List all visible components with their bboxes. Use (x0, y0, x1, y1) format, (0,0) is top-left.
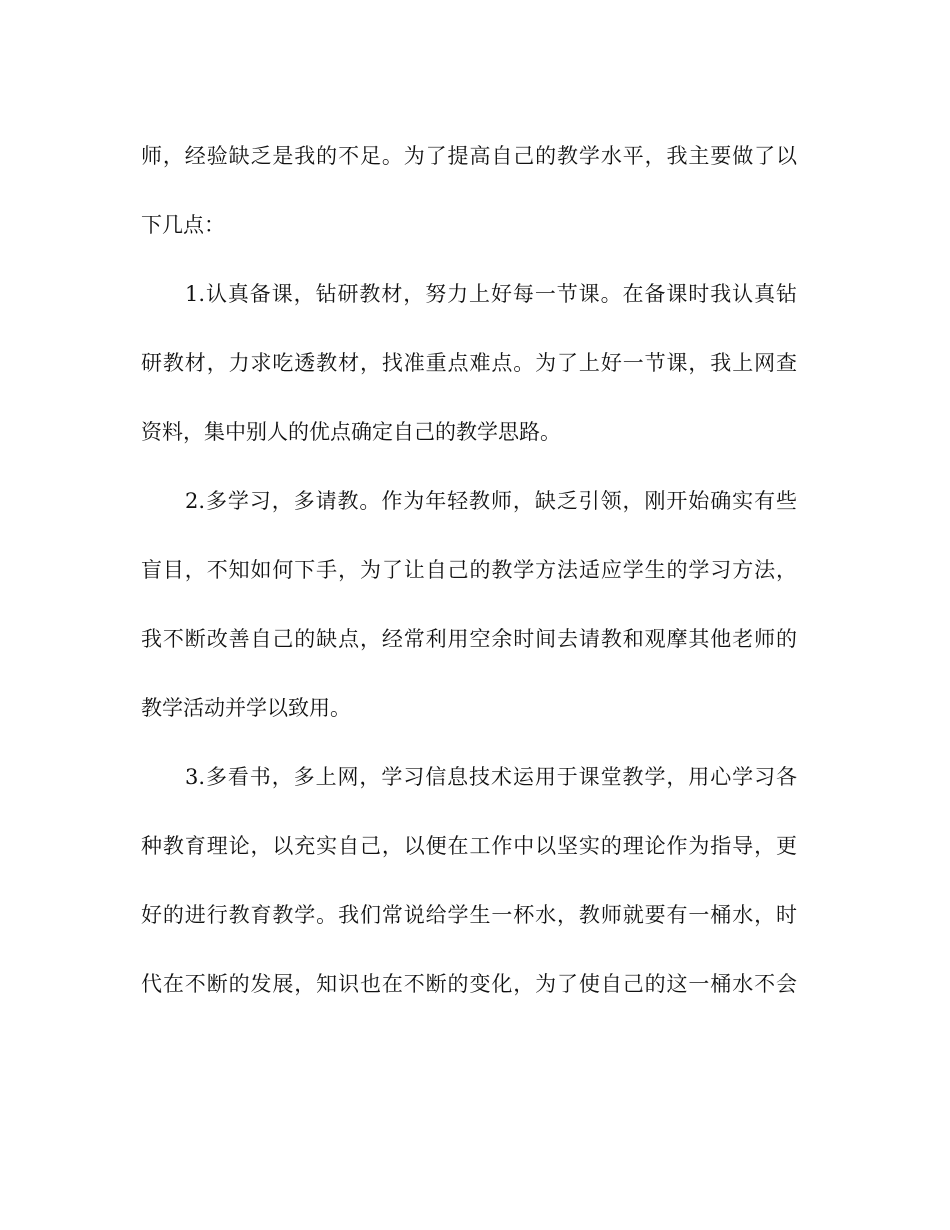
text-line: 2.多学习，多请教。作为年轻教师，缺乏引领，刚开始确实有些 (185, 489, 797, 513)
paragraph-continuation (141, 132, 797, 270)
text-line: 3.多看书，多上网，学习信息技术运用于课堂教学，用心学习各 (185, 765, 797, 789)
text-line: 种教育理论，以充实自己，以便在工作中以坚实的理论作为指导，更 (141, 834, 797, 858)
paragraph-item-2 (141, 477, 797, 753)
text-line: 师，经验缺乏是我的不足。为了提高自己的教学水平，我主要做了以 (141, 144, 797, 168)
text-line: 1.认真备课，钻研教材，努力上好每一节课。在备课时我认真钻 (185, 282, 797, 306)
text-line: 教学活动并学以致用。 (141, 696, 351, 720)
paragraph-item-1 (141, 270, 797, 477)
text-line: 好的进行教育教学。我们常说给学生一杯水，教师就要有一桶水，时 (141, 903, 797, 927)
paragraph-item-3 (141, 753, 797, 1029)
text-line: 资料，集中别人的优点确定自己的教学思路。 (141, 420, 561, 444)
text-line: 我不断改善自己的缺点，经常利用空余时间去请教和观摩其他老师的 (141, 627, 797, 651)
text-line: 下几点： (141, 213, 225, 237)
text-line: 代在不断的发展，知识也在不断的变化，为了使自己的这一桶水不会 (141, 972, 797, 996)
document-body (141, 132, 797, 1029)
text-line: 盲目，不知如何下手，为了让自己的教学方法适应学生的学习方法， (141, 558, 797, 582)
text-line: 研教材，力求吃透教材，找准重点难点。为了上好一节课，我上网查 (141, 351, 797, 375)
